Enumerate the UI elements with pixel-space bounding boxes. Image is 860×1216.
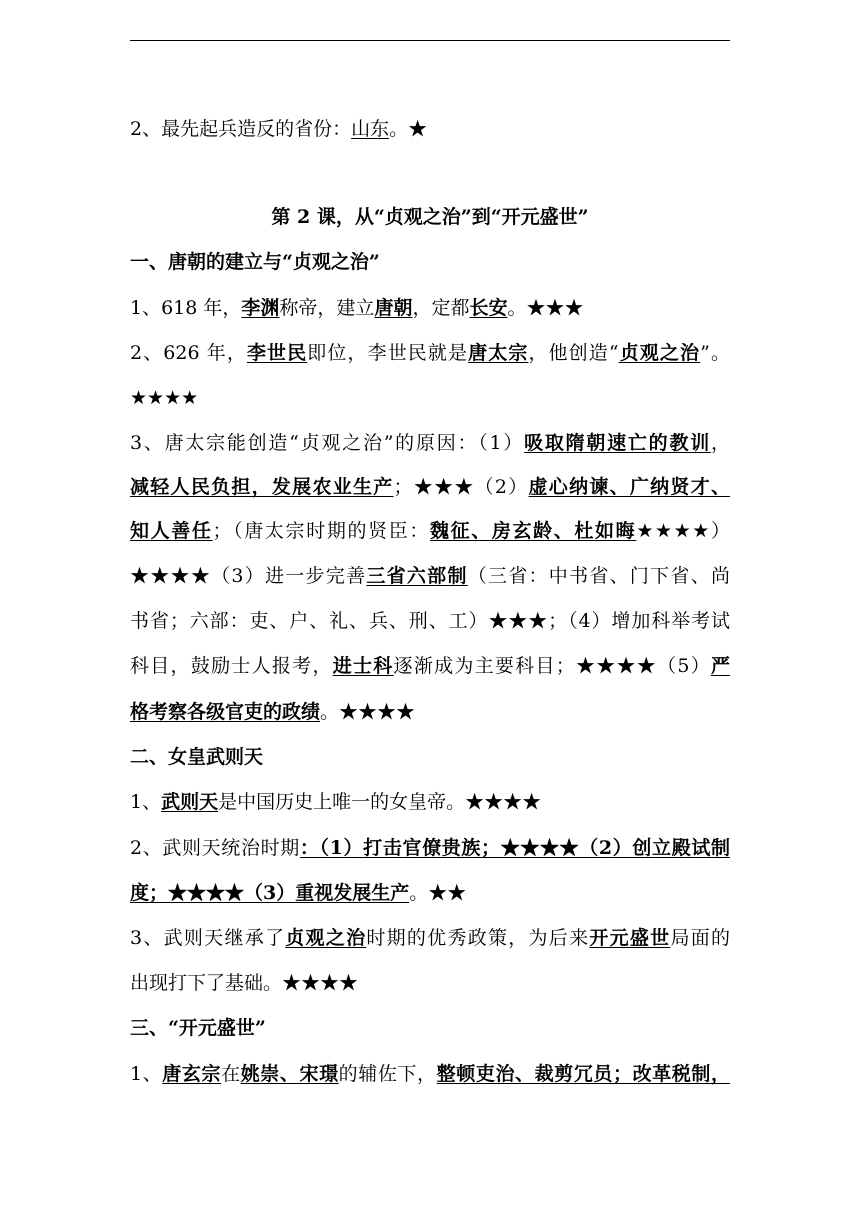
underlined-text: 减轻人民负担，发展农业生产 [130,476,394,498]
text-run: 1、 [130,791,162,813]
text-run: ， [710,432,730,454]
text-run: ，定都 [412,297,470,319]
underlined-text: 姚崇、宋璟 [240,1063,339,1085]
title-text: 第 2 课，从“贞观之治”到“开元盛世” [271,206,589,228]
section-heading [130,249,730,275]
text-run: （三省：中书省、门下省、尚 [467,565,730,587]
underlined-text: 贞观之治 [618,342,701,364]
underlined-text: 李世民 [246,342,308,364]
underlined-text: 唐朝 [374,297,413,319]
underlined-text: 严 [710,655,730,677]
text-run: 。★★★ [507,297,584,319]
paragraph-line [130,518,730,544]
underlined-text: 格考察各级官吏的政绩 [130,701,321,723]
paragraph-line [130,295,730,321]
paragraph-line [130,835,730,861]
paragraph-line [130,608,730,634]
paragraph-line [130,116,730,142]
text-run: ★★★★） [636,520,730,542]
underlined-text: 李渊 [241,297,280,319]
text-run: 称帝，建立 [279,297,375,319]
text-run: 出现打下了基础。★★★★ [130,972,359,994]
underlined-text: 进士科 [332,655,394,677]
underlined-text: 武则天 [161,791,219,813]
text-run: 科目，鼓励士人报考， [130,655,333,677]
text-run: 。★★★★ [320,701,416,723]
heading-text: 三、“开元盛世” [130,1017,266,1039]
text-run: ；★★★（2） [393,476,529,498]
text-run: 局面的 [670,927,730,949]
text-run: 时期的优秀政策，为后来 [366,927,590,949]
text-run: ；（唐太宗时期的贤臣： [212,520,430,542]
text-run: 1、 [130,1063,163,1085]
underlined-text: 魏征、房玄龄、杜如晦 [429,520,637,542]
text-run: 书省；六部：吏、户、礼、兵、刑、工）★★★；（4）增加科举考试 [130,610,730,632]
text-run: 即位，李世民就是 [307,342,469,364]
paragraph-line [130,1061,730,1087]
paragraph-line [130,970,730,996]
text-run: 2、武则天统治时期 [130,837,300,859]
text-run: ，他创造“ [528,342,619,364]
heading-text: 一、唐朝的建立与“贞观之治” [130,251,380,273]
paragraph-line [130,340,730,366]
text-run: 。★ [389,118,428,140]
underlined-text: 知人善任 [130,520,213,542]
underlined-text: 唐玄宗 [162,1063,222,1085]
paragraph-line [130,653,730,679]
section-heading [130,744,730,770]
text-run: 逐渐成为主要科目；★★★★（5） [393,655,711,677]
text-run: 2、最先起兵造反的省份： [130,118,352,140]
underlined-text: 贞观之治 [285,927,367,949]
underlined-text: ：（1）打击官僚贵族；★★★★（2）创立殿试制 [299,837,730,859]
underlined-text: 唐太宗 [468,342,529,364]
paragraph-line [130,430,730,456]
text-run: 的辅佐下， [338,1063,437,1085]
text-run: 1、618 年， [130,297,242,319]
text-run: ★★★★（3）进一步完善 [130,565,367,587]
underlined-text: 虚心纳谏、广纳贤才、 [528,476,730,498]
lesson-title [130,204,730,230]
text-run: 是中国历史上唯一的女皇帝。★★★★ [218,791,542,813]
text-run: 3、唐太宗能创造“贞观之治”的原因：（1） [130,432,525,454]
paragraph-line [130,880,730,906]
paragraph-line [130,563,730,589]
underlined-text: 三省六部制 [366,565,468,587]
text-run: 在 [221,1063,241,1085]
underlined-text: 整顿吏治、裁剪冗员；改革税制， [436,1063,730,1085]
text-run: 2、626 年， [130,342,247,364]
text-run: 。★★ [409,882,467,904]
paragraph-line [130,925,730,951]
paragraph-line [130,699,730,725]
heading-text: 二、女皇武则天 [130,746,264,768]
underlined-text: 开元盛世 [589,927,671,949]
text-run: ”。 [700,342,730,364]
section-heading [130,1015,730,1041]
underlined-text: 长安 [469,297,508,319]
paragraph-line [130,385,730,411]
paragraph-line [130,789,730,815]
text-run: ★★★★ [130,387,199,409]
text-run: 3、武则天继承了 [130,927,286,949]
underlined-text: 山东 [351,118,390,140]
underlined-text: 度；★★★★（3）重视发展生产 [130,882,410,904]
header-rule [130,40,730,41]
underlined-text: 吸取隋朝速亡的教训 [524,432,711,454]
paragraph-line [130,474,730,500]
